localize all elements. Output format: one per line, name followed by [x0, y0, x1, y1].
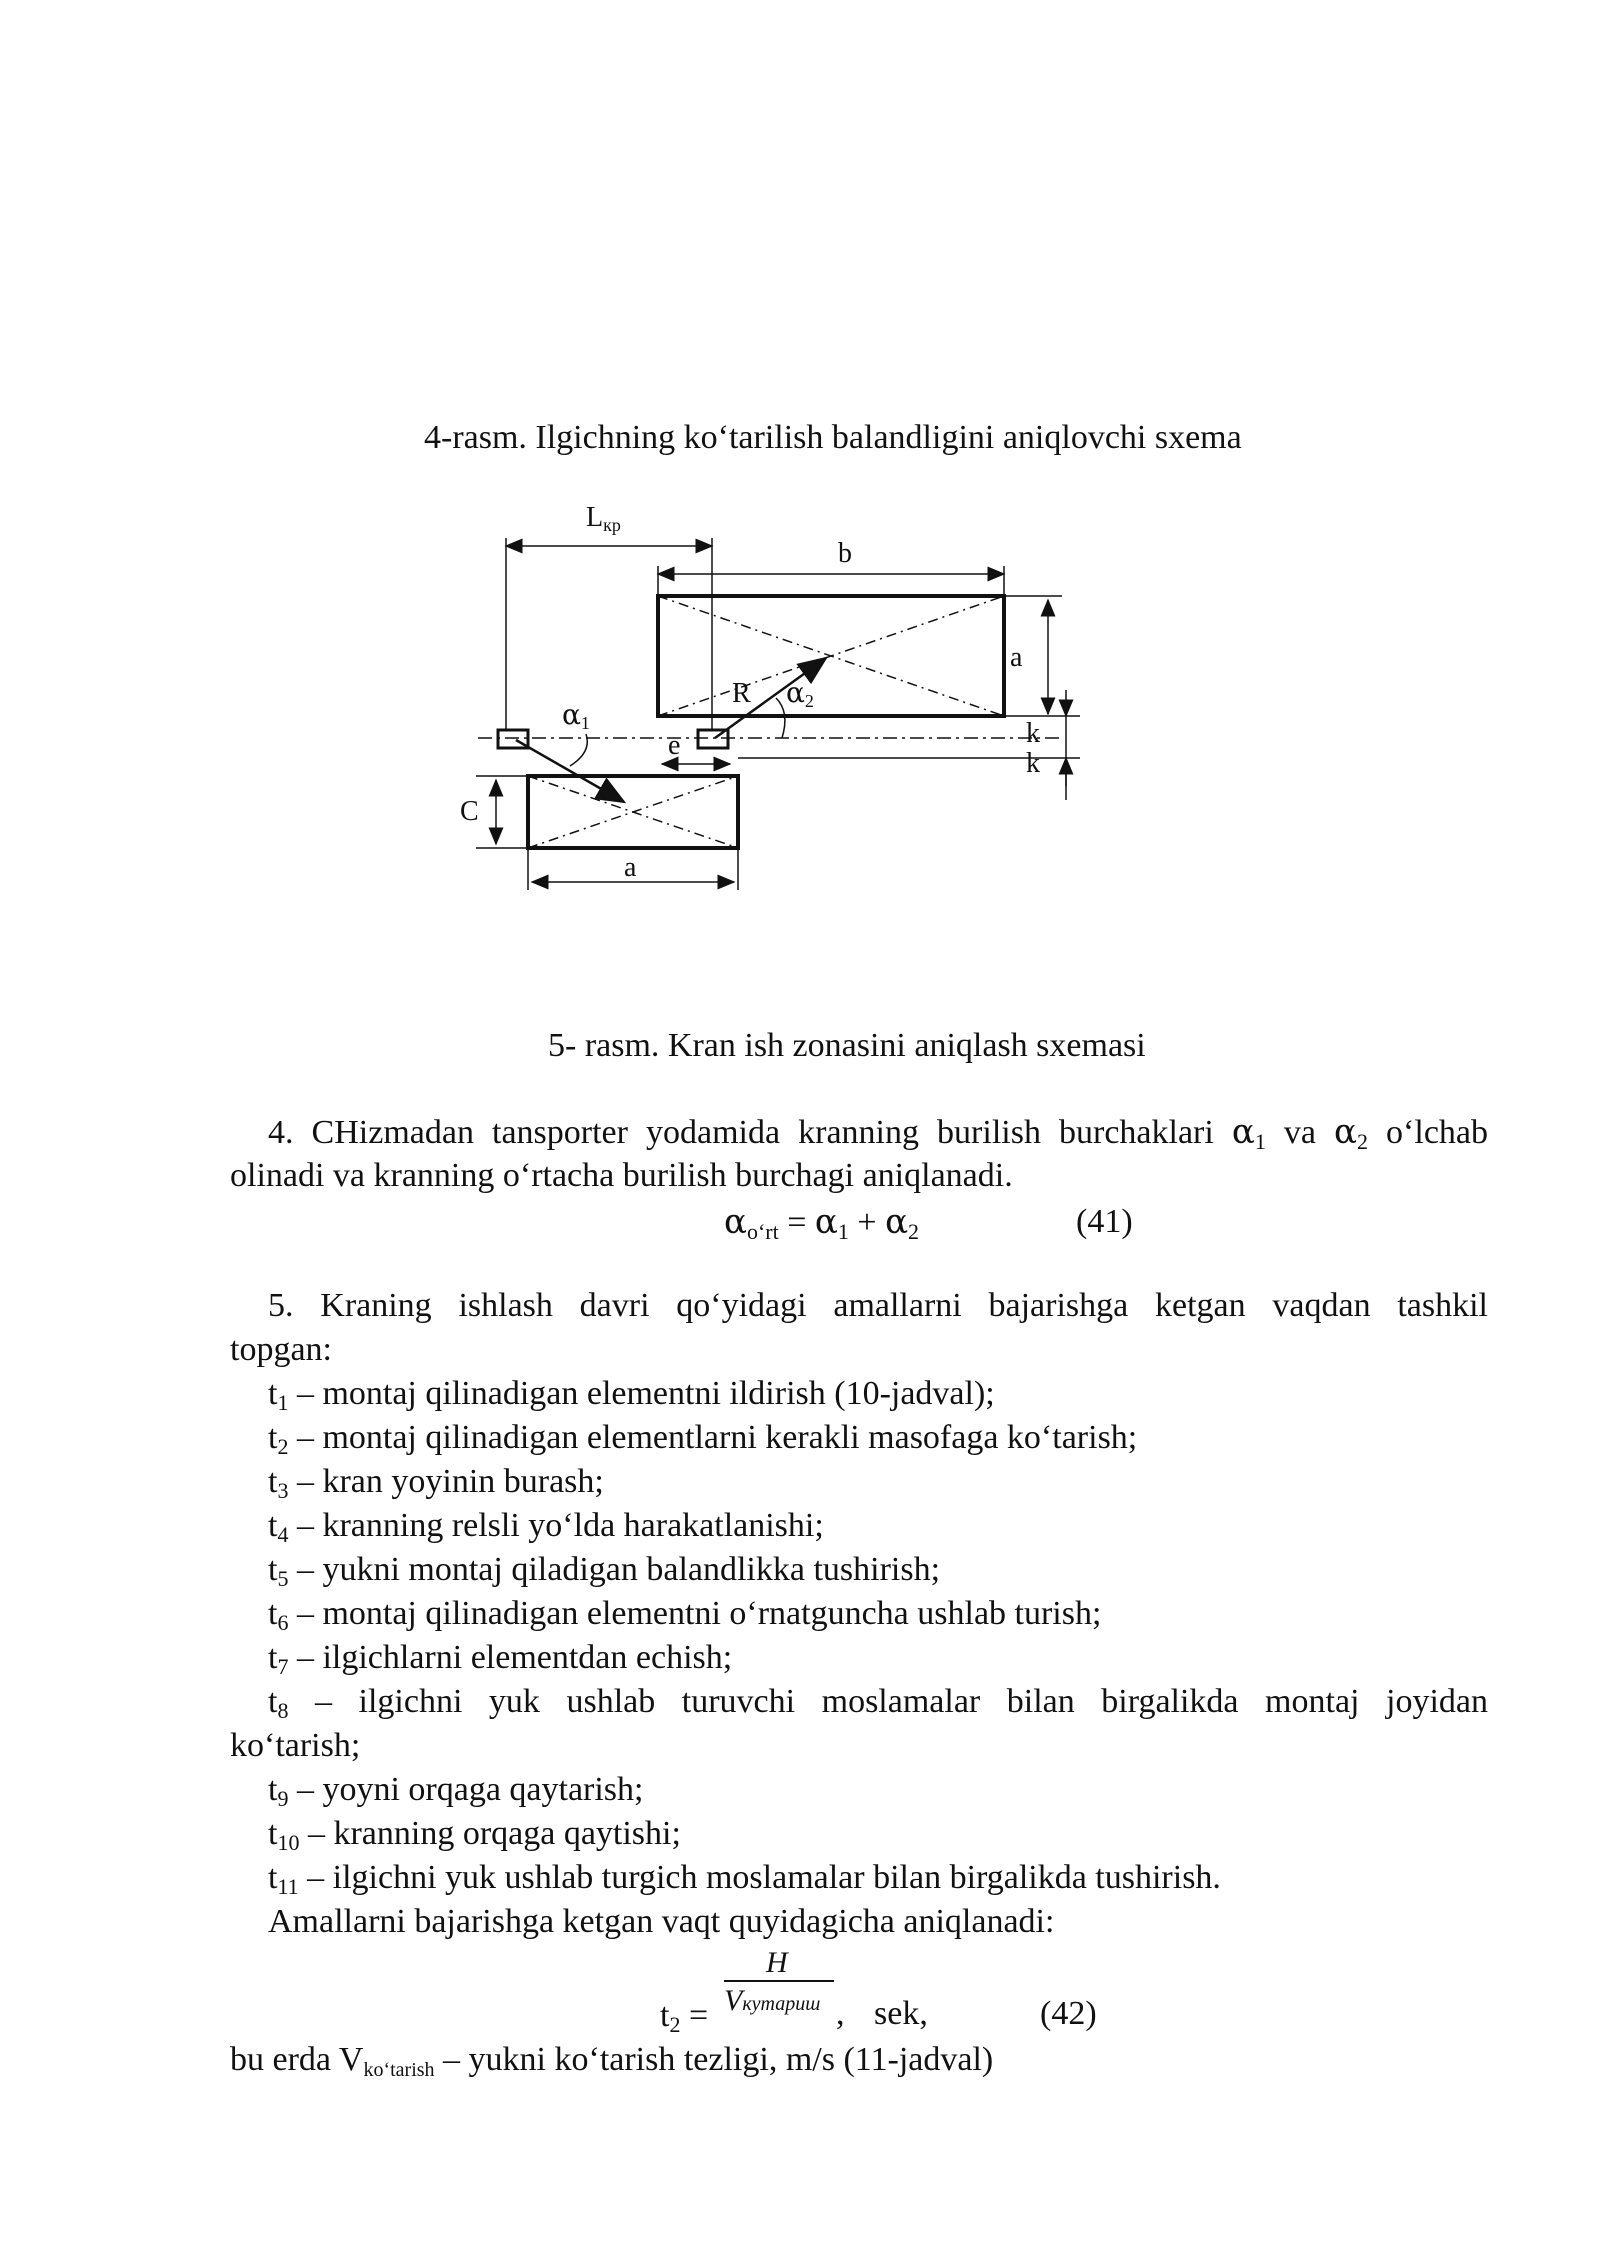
alpha1-arc: [570, 734, 587, 766]
paragraph-4-line-1: 4. CHizmadan tansporter yodamida kranning burilish burchaklari $\alpha_1$ va $\alpha_2$ o‘lchab: [268, 1112, 1489, 1154]
alpha2-label: α2: [786, 676, 814, 711]
list-item: $t_{11}$ – ilgichni yuk ushlab turgich moslamalar bilan birgalikda tushirish.: [268, 1859, 1221, 1899]
l-label: Lкр: [586, 502, 621, 535]
operations-time-sentence: Amallarni bajarishga ketgan vaqt quyidagicha aniqlanadi:: [268, 1903, 1055, 1940]
list-item: $t_{10}$ – kranning orqaga qaytishi;: [268, 1815, 681, 1855]
a-bottom-label: a: [624, 852, 637, 883]
equation-41: $\alpha_{o‘rt} = \alpha_1 + \alpha_2$: [724, 1202, 920, 1244]
eq42-denominator: Vкутариш: [724, 1984, 821, 2017]
list-item-continuation: ko‘tarish;: [230, 1727, 361, 1764]
figure-5-caption: 5- rasm. Kran ish zonasini aniqlash sxemasi: [548, 1027, 1146, 1064]
list-item: $t_2$ – montaj qilinadigan elementlarni kerakli masofaga ko‘tarish;: [268, 1419, 1138, 1459]
list-item: $t_7$ – ilgichlarni elementdan echish;: [268, 1639, 733, 1679]
r-label: R: [732, 678, 751, 709]
eq42-comma: ,: [836, 1995, 845, 2032]
list-item: $t_1$ – montaj qilinadigan elementni ildirish (10-jadval);: [268, 1375, 995, 1415]
figure-4-caption: 4-rasm. Ilgichning ko‘tarilish balandligini aniqlovchi sxema: [424, 419, 1242, 456]
list-item: $t_4$ – kranning relsli yo‘lda harakatlanishi;: [268, 1507, 824, 1547]
eq42-lhs: $t_2$ =: [660, 1997, 709, 2037]
eq42-fraction-bar: [724, 1980, 834, 1982]
c-label: C: [460, 796, 479, 827]
k-label-2: k: [1026, 748, 1040, 779]
bottom-rect-diagonal: [528, 776, 738, 848]
paragraph-5-line-2: topgan:: [230, 1331, 332, 1368]
a-right-label: a: [1010, 642, 1023, 673]
eq42-numerator: H: [766, 1946, 788, 1979]
list-item: $t_3$ – kran yoyinin burash;: [268, 1463, 604, 1503]
paragraph-4-line-2: olinadi va kranning o‘rtacha burilish burchagi aniqlanadi.: [230, 1157, 1013, 1194]
paragraph-5-line-1: 5. Kraning ishlash davri qo‘yidagi amallarni bajarishga ketgan vaqdan tashkil: [268, 1287, 1488, 1324]
radius-arrow-1: [516, 740, 624, 802]
b-label: b: [838, 538, 852, 569]
list-item: $t_6$ – montaj qilinadigan elementni o‘rnatguncha ushlab turish;: [268, 1595, 1102, 1635]
crane-work-zone-diagram: [440, 490, 1100, 910]
list-item: $t_8$ – ilgichni yuk ushlab turuvchi moslamalar bilan birgalikda montaj joyidan: [268, 1683, 1488, 1723]
definition-line: bu erda $V_{ko‘tarish}$ – yukni ko‘tarish tezligi, m/s (11-jadval): [230, 2041, 994, 2081]
k-label-1: k: [1026, 718, 1040, 749]
e-label: e: [668, 730, 681, 761]
eq42-unit: sek,: [874, 1995, 928, 2032]
equation-41-number: (41): [1076, 1203, 1133, 1240]
equation-42-number: (42): [1040, 1995, 1097, 2032]
alpha1-label: α1: [562, 698, 590, 733]
list-item: $t_9$ – yoyni orqaga qaytarish;: [268, 1771, 644, 1811]
list-item: $t_5$ – yukni montaj qiladigan balandlikka tushirish;: [268, 1551, 941, 1591]
